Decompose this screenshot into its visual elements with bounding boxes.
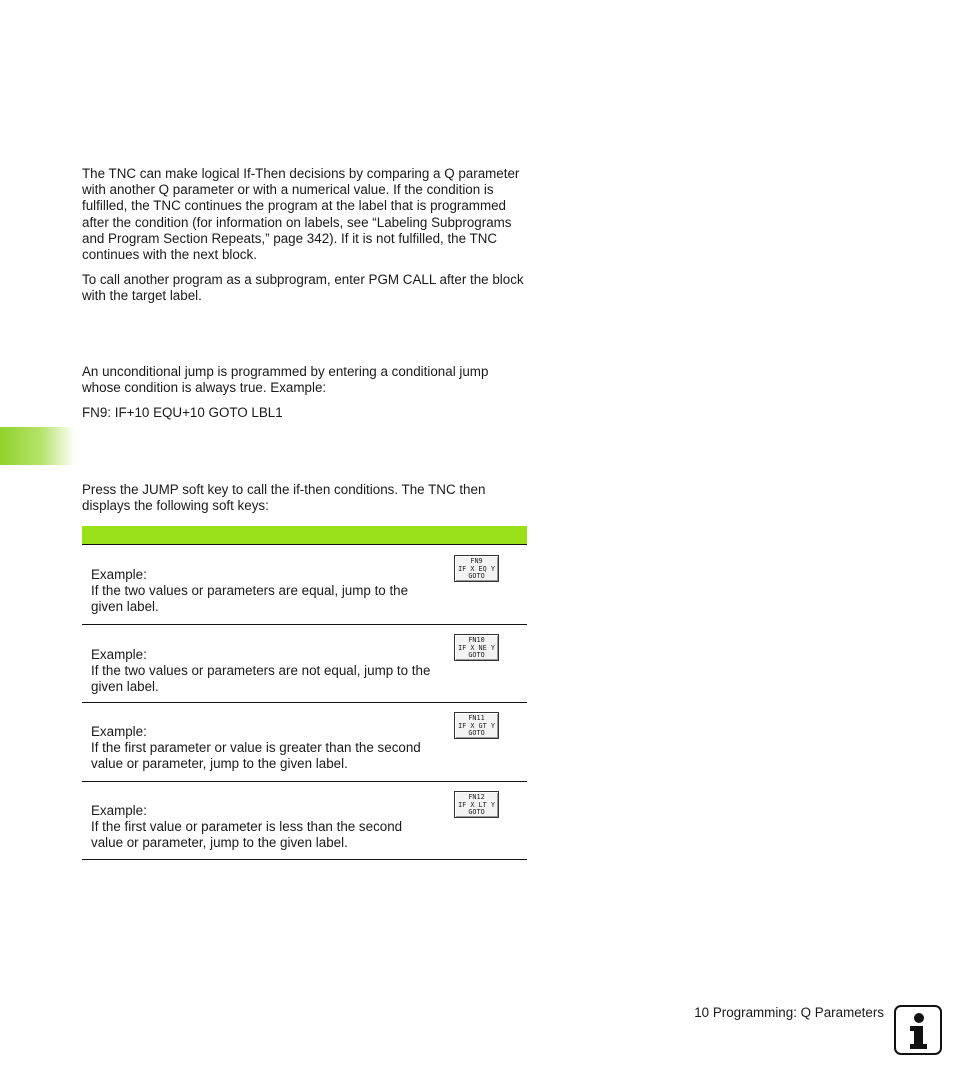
row-description: If the first value or parameter is less than the second value or parameter, jump to the given label.: [91, 819, 403, 851]
info-icon: [894, 1005, 942, 1055]
row-description: If the two values or parameters are equal, jump to the given label.: [91, 583, 409, 615]
row-text: [91, 803, 436, 852]
example-label: Example:: [91, 567, 147, 582]
example-label: Example:: [91, 724, 147, 739]
fn9-softkey-icon[interactable]: FN9 IF X EQ Y GOTO: [454, 555, 499, 582]
softkeys-intro-paragraph: Press the JUMP soft key to call the if-then conditions. The TNC then displays the following soft keys:: [82, 482, 486, 514]
example-label: Example:: [91, 647, 147, 662]
table-row: [82, 625, 527, 703]
table-row: [82, 703, 527, 782]
unconditional-jump-paragraph: An unconditional jump is programmed by entering a conditional jump whose condition is always true. Example:: [82, 364, 489, 396]
chapter-side-tab: [0, 427, 75, 465]
row-text: [91, 647, 436, 696]
chapter-footer: 10 Programming: Q Parameters: [694, 1005, 884, 1020]
example-label: Example:: [91, 803, 147, 818]
pgm-call-paragraph: To call another program as a subprogram, enter PGM CALL after the block with the target label.: [82, 272, 524, 304]
fn10-softkey-icon[interactable]: FN10 IF X NE Y GOTO: [454, 634, 499, 661]
row-text: [91, 724, 436, 773]
softkey-table-header: [82, 526, 527, 544]
info-glyph-icon: [896, 1007, 940, 1053]
example-code: FN9: IF+10 EQU+10 GOTO LBL1: [82, 405, 283, 420]
row-description: If the two values or parameters are not equal, jump to the given label.: [91, 663, 431, 695]
fn11-softkey-icon[interactable]: FN11 IF X GT Y GOTO: [454, 712, 499, 739]
fn12-softkey-icon[interactable]: FN12 IF X LT Y GOTO: [454, 791, 499, 818]
table-row: [82, 782, 527, 860]
row-description: If the first parameter or value is greater than the second value or parameter, jump to the given label.: [91, 740, 421, 772]
intro-paragraph: The TNC can make logical If-Then decisions by comparing a Q parameter with another Q parameter or with a numerical value. If the condition is fulfilled, the TNC continues the program at the label that is programmed after the condition (for information on labels, see “Labeling Subprograms and Program Section Repeats,” page 342). If it is not fulfilled, the TNC continues with the next block.: [82, 166, 520, 263]
table-row: [82, 545, 527, 625]
row-text: [91, 567, 436, 616]
